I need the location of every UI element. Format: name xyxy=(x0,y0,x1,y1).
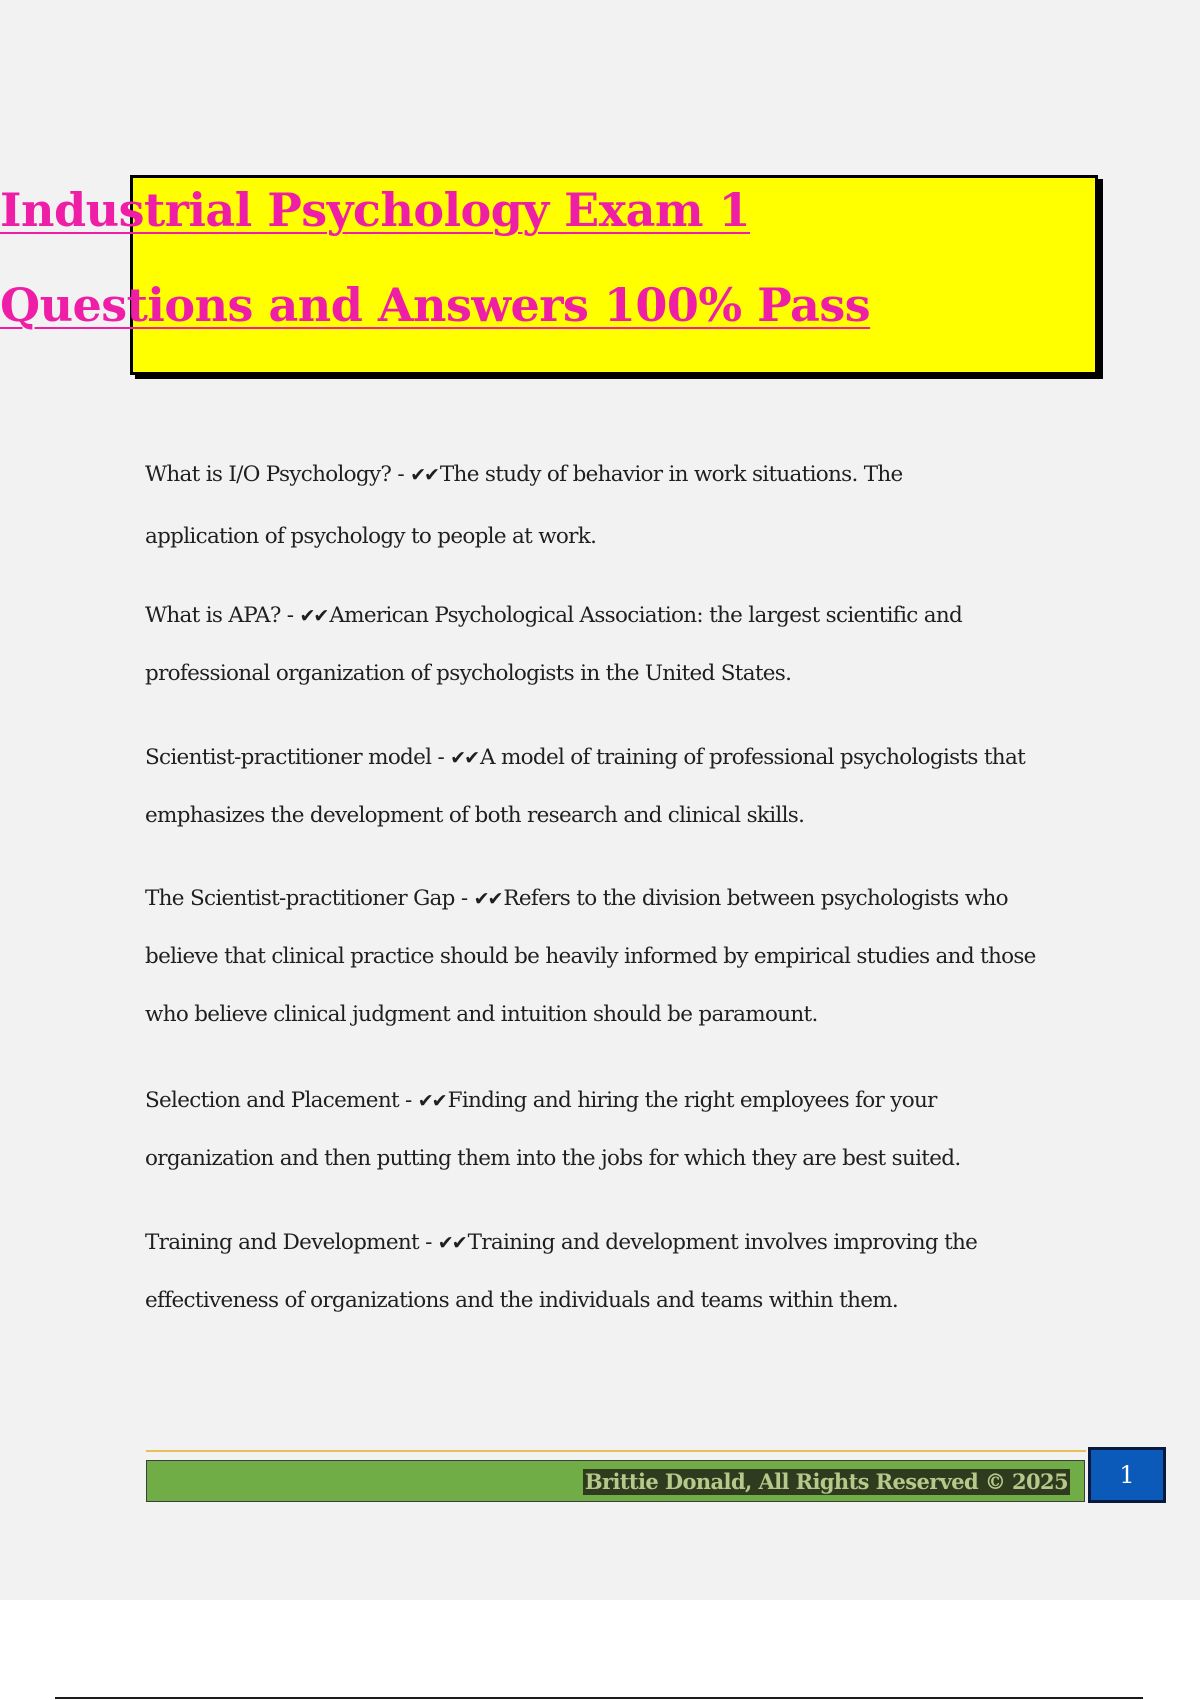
question-text: The Scientist-practitioner Gap - xyxy=(145,886,474,911)
qa-item-training-development xyxy=(145,1214,1090,1330)
question-text: What is I/O Psychology? - xyxy=(145,462,411,487)
copyright-notice: Brittie Donald, All Rights Reserved © 2025 xyxy=(584,1469,1068,1494)
answer-text: American Psychological Association: the largest scientific and xyxy=(329,603,963,628)
page-separator xyxy=(55,1697,1143,1699)
double-check-icon: ✔✔ xyxy=(417,1090,446,1112)
footer-bar xyxy=(146,1460,1085,1502)
question-text: What is APA? - xyxy=(145,603,300,628)
answer-text: emphasizes the development of both research and clinical skills. xyxy=(145,803,805,828)
double-check-icon: ✔✔ xyxy=(450,747,479,769)
answer-text: organization and then putting them into the jobs for which they are best suited. xyxy=(145,1146,961,1171)
answer-text: believe that clinical practice should be heavily informed by empirical studies and those xyxy=(145,944,1036,969)
answer-text: Finding and hiring the right employees for your xyxy=(447,1088,937,1113)
question-text: Scientist-practitioner model - xyxy=(145,745,451,770)
qa-item-apa xyxy=(145,587,1090,703)
answer-text: Refers to the division between psychologists who xyxy=(503,886,1008,911)
answer-text: A model of training of professional psychologists that xyxy=(480,745,1026,770)
qa-item-scientist-practitioner-model xyxy=(145,729,1090,845)
footer-divider xyxy=(146,1450,1086,1452)
answer-text: who believe clinical judgment and intuition should be paramount. xyxy=(145,1002,818,1027)
answer-text: application of psychology to people at work. xyxy=(145,524,597,549)
page-number: 1 xyxy=(1088,1447,1166,1503)
qa-item-io-psychology xyxy=(145,444,1090,568)
qa-item-scientist-practitioner-gap xyxy=(145,870,1090,1044)
qa-item-selection-placement xyxy=(145,1072,1090,1188)
question-text: Selection and Placement - xyxy=(145,1088,418,1113)
question-text: Training and Development - xyxy=(145,1230,438,1255)
double-check-icon: ✔✔ xyxy=(437,1232,466,1254)
double-check-icon: ✔✔ xyxy=(410,464,438,486)
double-check-icon: ✔✔ xyxy=(473,888,502,910)
answer-text: Training and development involves improving the xyxy=(467,1230,978,1255)
document-title-line-1: Industrial Psychology Exam 1 xyxy=(0,183,751,237)
answer-text: The study of behavior in work situations. The xyxy=(439,462,903,487)
answer-text: effectiveness of organizations and the individuals and teams within them. xyxy=(145,1288,899,1313)
answer-text: professional organization of psychologists in the United States. xyxy=(145,661,792,686)
double-check-icon: ✔✔ xyxy=(299,605,328,627)
document-title-line-2: Questions and Answers 100% Pass xyxy=(0,278,871,332)
